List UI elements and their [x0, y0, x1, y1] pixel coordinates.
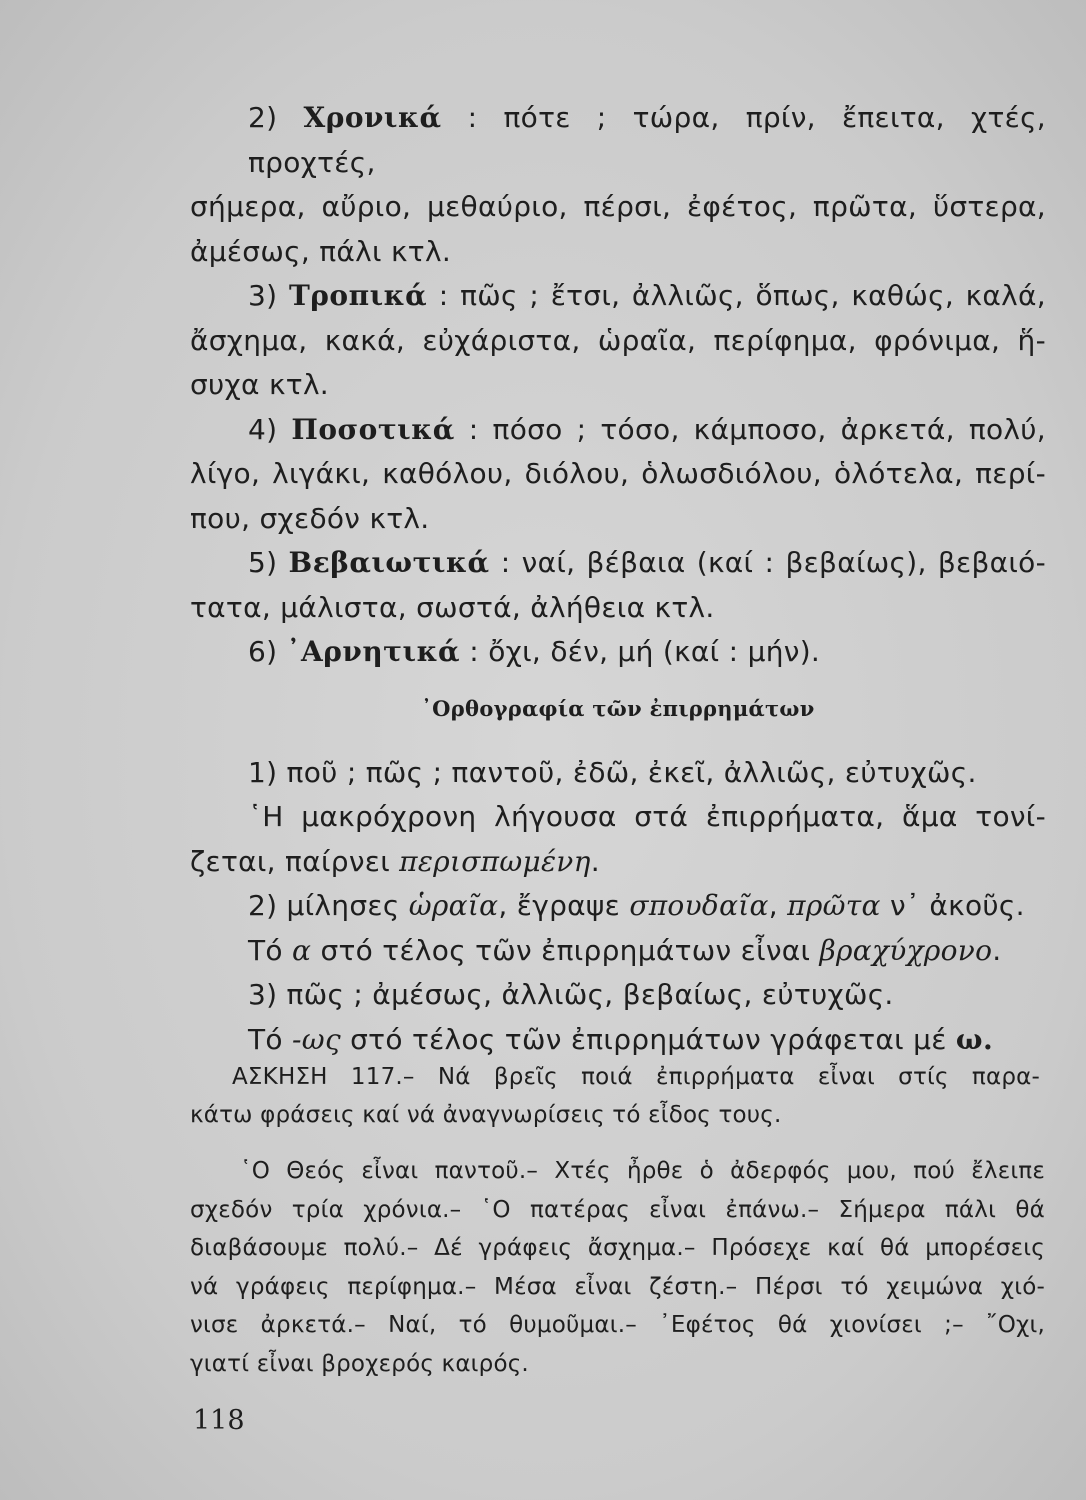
orthography-rule-2-line-1: 2) μίλησες ὡραῖα, ἔγραψε σπουδαῖα, πρῶτα ν᾿ ἀκοῦς. — [248, 889, 1025, 922]
affirmative-adverbs-line-2: τατα, μάλιστα, σωστά, ἀλήθεια κτλ. — [190, 590, 715, 624]
time-adverbs-title: Χρονικά — [303, 101, 442, 134]
quantity-adverbs-title: Ποσοτικά — [291, 412, 455, 446]
exercise-sentences — [190, 1152, 1045, 1383]
term-perispomeni: περισπωμένη — [399, 844, 591, 878]
orthography-rule-1-line-1: 1) ποῦ ; πῶς ; παντοῦ, ἐδῶ, ἐκεῖ, ἀλλιῶς, εὐτυχῶς. — [248, 755, 977, 789]
orthography-rule-3-line-1: 3) πῶς ; ἀμέσως, ἀλλιῶς, βεβαίως, εὐτυχῶς. — [248, 978, 894, 1011]
quantity-adverbs-line-1: 4) Ποσοτικά : πόσο ; τόσο, κάμποσο, ἀρκετά, πολύ, — [248, 412, 1046, 446]
manner-adverbs-title: Τροπικά — [288, 279, 428, 312]
manner-adverbs-line-2: ἄσχημα, κακά, εὐχάριστα, ὡραῖα, περίφημα, φρόνιμα, ἥ- — [190, 323, 1046, 357]
exercise-117 — [190, 1058, 1040, 1134]
adverb-categories — [190, 96, 1046, 1062]
exercise-line-2: κάτω φράσεις καί νά ἀναγνωρίσεις τό εἶδος τους. — [190, 1102, 782, 1128]
manner-adverbs-line-1: 3) Τροπικά : πῶς ; ἔτσι, ἀλλιῶς, ὅπως, καθώς, καλά, — [248, 279, 1047, 312]
time-adverbs-line-3: ἀμέσως, πάλι κτλ. — [190, 234, 452, 268]
sentence-line-5: νισε ἀρκετά.– Ναί, τό θυμοῦμαι.– ᾿Εφέτος θά χιονίσει ;– ῎Οχι, — [190, 1312, 1045, 1338]
time-adverbs-line-2: σήμερα, αὔριο, μεθαύριο, πέρσι, ἐφέτος, πρῶτα, ὕστερα, — [190, 190, 1046, 223]
sentence-line-4: νά γράφεις περίφημα.– Μέσα εἶναι ζέστη.– Πέρσι τό χειμώνα χιό- — [190, 1273, 1045, 1300]
time-adverbs-line-1: 2) Χρονικά : πότε ; τώρα, πρίν, ἔπειτα, χτές, προχτές, — [248, 101, 1046, 179]
manner-adverbs-line-3: συχα κτλ. — [190, 368, 330, 401]
orthography-heading: ᾿Ορθογραφία τῶν ἐπιρρημάτων — [421, 695, 815, 721]
negative-adverbs-line-1: 6) ᾿Αρνητικά : ὄχι, δέν, μή (καί : μήν). — [248, 635, 821, 668]
quantity-adverbs-line-3: που, σχεδόν κτλ. — [190, 501, 430, 535]
exercise-line-1: ΑΣΚΗΣΗ 117.– Νά βρεῖς ποιά ἐπιρρήματα εἶναι στίς παρα- — [232, 1064, 1040, 1090]
affirmative-adverbs-title: Βεβαιωτικά — [288, 546, 490, 579]
sentence-line-2: σχεδόν τρία χρόνια.– ῾Ο πατέρας εἶναι ἐπάνω.– Σήμερα πάλι θά — [190, 1196, 1045, 1223]
affirmative-adverbs-line-1: 5) Βεβαιωτικά : ναί, βέβαια (καί : βεβαίως), βεβαιό- — [248, 546, 1046, 579]
orthography-rule-2-line-2: Τό α στό τέλος τῶν ἐπιρρημάτων εἶναι βραχύχρονο. — [248, 933, 1002, 967]
orthography-rule-3-line-2: Τό -ως στό τέλος τῶν ἐπιρρημάτων γράφεται μέ ω. — [248, 1022, 994, 1056]
page-number: 118 — [193, 1405, 245, 1436]
sentence-line-6: γιατί εἶναι βροχερός καιρός. — [190, 1350, 529, 1377]
sentence-line-1: ῾Ο Θεός εἶναι παντοῦ.– Χτές ἦρθε ὁ ἀδερφός μου, πού ἔλειπε — [240, 1158, 1045, 1184]
negative-adverbs-title: ᾿Αρνητικά — [286, 635, 461, 668]
term-vrachychrono: βραχύχρονο — [819, 933, 993, 967]
sentence-line-3: διαβάσουμε πολύ.– Δέ γράφεις ἄσχημα.– Πρόσεχε καί θά μπορέσεις — [190, 1235, 1045, 1261]
orthography-rule-1-line-3: ζεται, παίρνει περισπωμένη. — [190, 844, 600, 878]
quantity-adverbs-line-2: λίγο, λιγάκι, καθόλου, διόλου, ὁλωσδιόλου, ὁλότελα, περί- — [190, 457, 1046, 490]
orthography-rule-1-line-2: ῾Η μακρόχρονη λήγουσα στά ἐπιρρήματα, ἅμα τονί- — [248, 800, 1046, 833]
